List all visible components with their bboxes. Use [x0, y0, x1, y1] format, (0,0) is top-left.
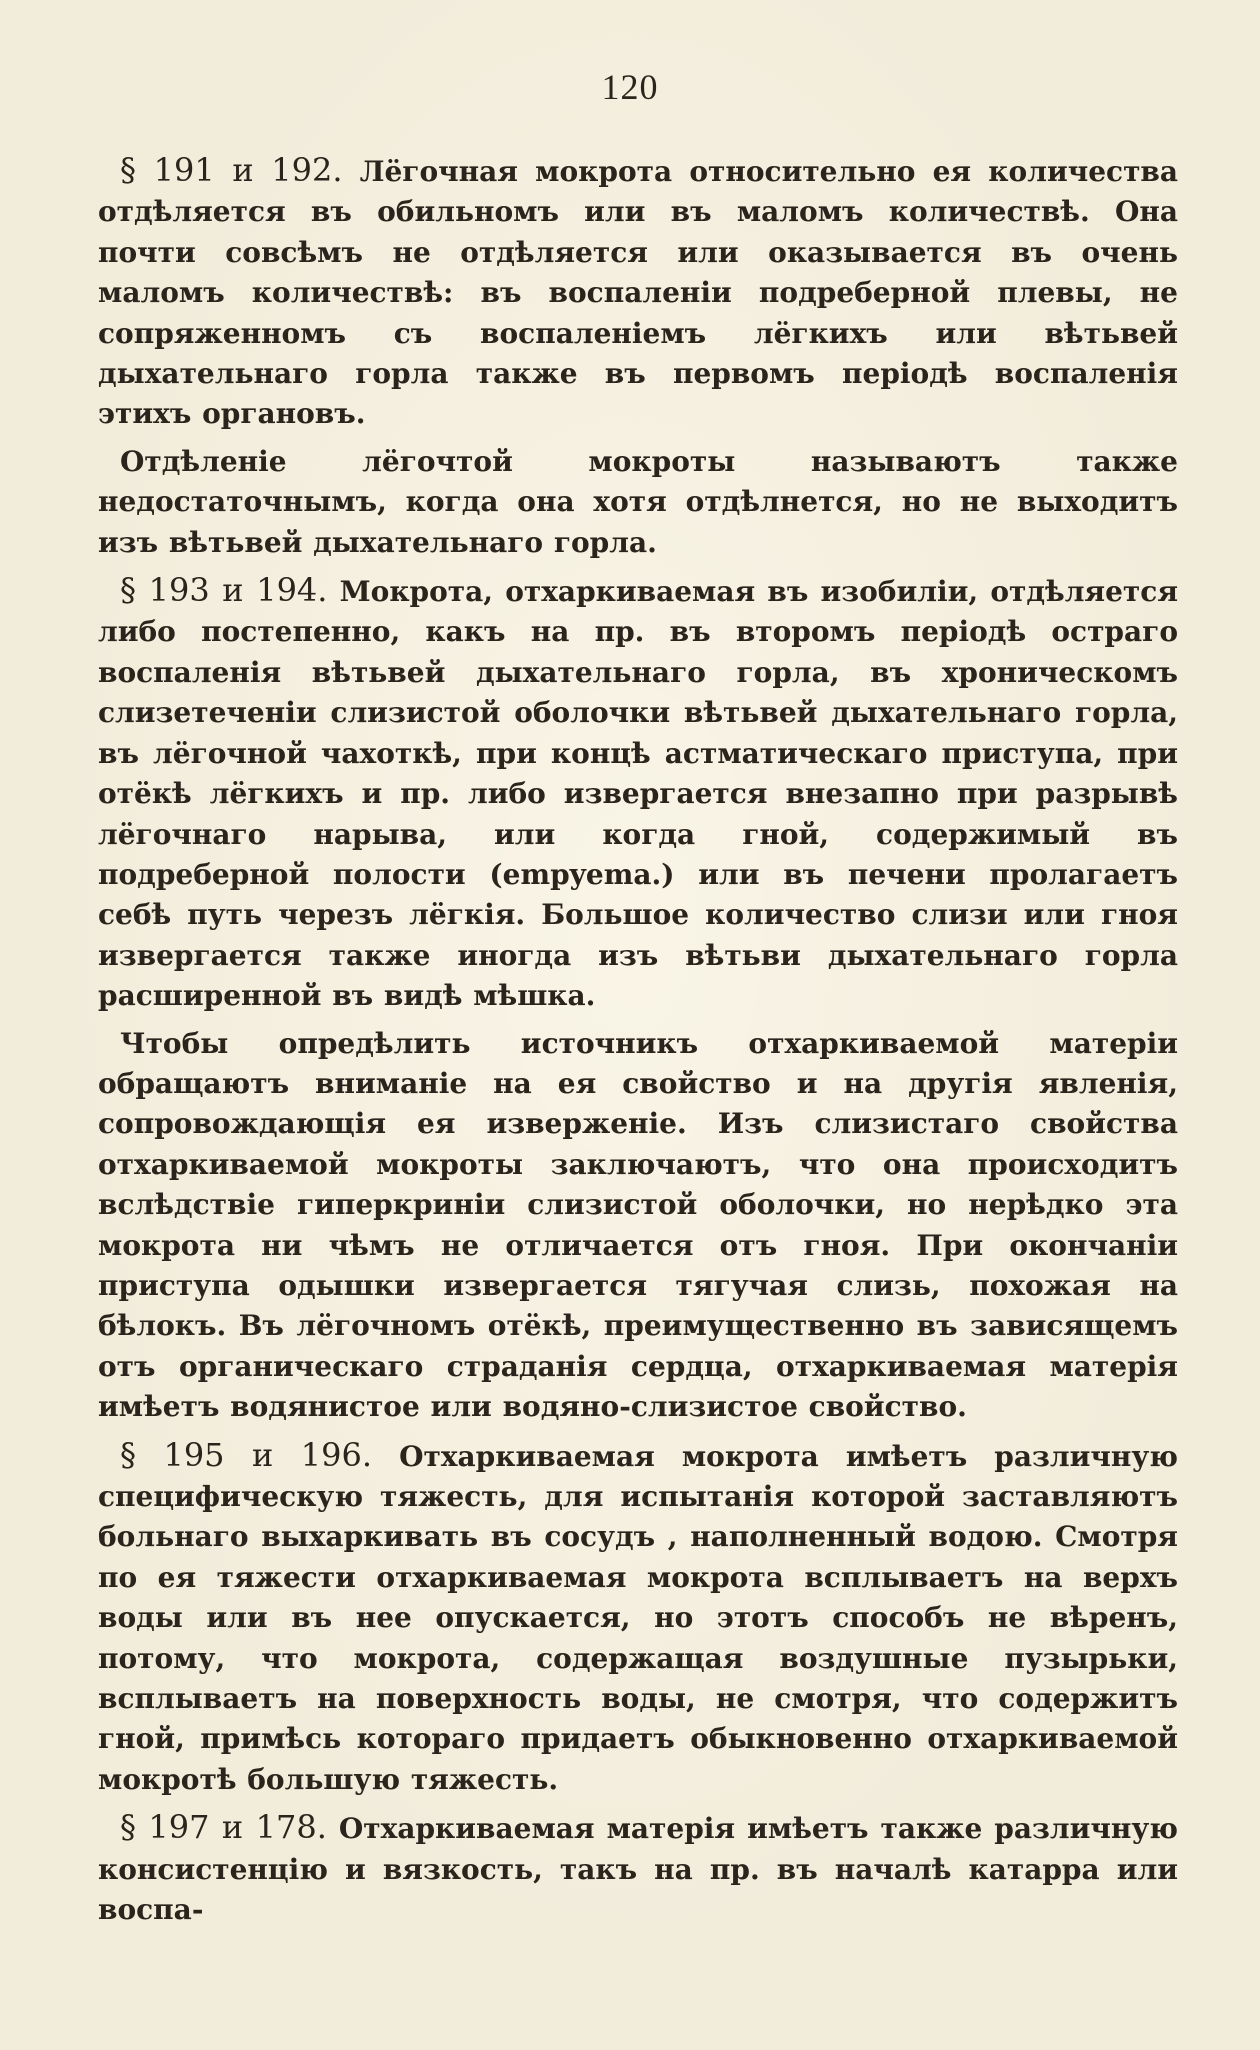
paragraph-193-194: [98, 570, 1178, 1016]
paragraph-195-196: [98, 1435, 1178, 1801]
paragraph-text: Отхаркиваемая мокрота имѣетъ различную специфическую тяжесть, для испытанія которой заставляютъ больнаго выхаркивать въ сосудъ , наполненный водою. Смотря по ея тяжести отхаркиваемая мокрота всплываетъ на верхъ воды или въ нее опускается, но этотъ способъ не вѣренъ, потому, что мокрота, содержащая воздушные пузырьки, всплываетъ на поверхность воды, не смотря, что содержитъ гной, примѣсь котораго придаетъ обыкновенно отхаркиваемой мокротѣ большую тяжесть.: [98, 1439, 1179, 1796]
paragraph-text: Мокрота, отхаркиваемая въ изобиліи, отдѣляется либо постепенно, какъ на пр. въ второмъ періодѣ остраго воспаленія вѣтьвей дыхательнаго горла, въ хроническомъ слизетеченіи слизистой оболочки вѣтьвей дыхательнаго горла, въ лёгочной чахоткѣ, при концѣ астматическаго приступа, при отёкѣ лёгкихъ и пр. либо извергается внезапно при разрывѣ лёгочнаго нарыва, или когда гной, содержимый въ подреберной полости (empyema.) или въ печени пролагаетъ себѣ путь черезъ лёгкія. Большое количество слизи или гноя извергается также иногда изъ вѣтьви дыхательнаго горла расширенной въ видѣ мѣшка.: [98, 575, 1179, 1013]
section-heading: § 193 и 194.: [120, 571, 328, 610]
paragraph-text: Отдѣленіе лёгочтой мокроты называютъ также недостаточнымъ, когда она хотя отдѣлнется, но не выходитъ изъ вѣтьвей дыхательнаго горла.: [98, 444, 1178, 559]
paragraph-text: Чтобы опредѣлить источникъ отхаркиваемой матеріи обращаютъ вниманіе на ея свойство и на другія явленія, сопровождающія ея изверженіе. Изъ слизистаго свойства отхаркиваемой мокроты заключаютъ, что она происходитъ вслѣдствіе гиперкриніи слизистой оболочки, но нерѣдко эта мокрота ни чѣмъ не отличается отъ гноя. При окончаніи приступа одышки извергается тягучая слизь, похожая на бѣлокъ. Въ лёгочномъ отёкѣ, преимущественно въ зависящемъ отъ органическаго страданія сердца, отхаркиваемая матерія имѣетъ водянистое или водяно-слизистое свойство.: [98, 1026, 1178, 1424]
paragraph-source-of-matter: [98, 1024, 1178, 1428]
page-number: 120: [601, 67, 659, 107]
paragraph-191-192: [98, 150, 1178, 435]
paragraph-text: Отхаркиваемая матерія имѣетъ также различную консистенцію и вязкость, такъ на пр. въ началѣ катарра или воспа-: [98, 1812, 1179, 1927]
paragraph-text: Лёгочная мокрота относительно ея количества отдѣляется въ обильномъ или въ маломъ количествѣ. Она почти совсѣмъ не отдѣляется или оказывается въ очень маломъ количествѣ: въ воспаленіи подреберной плевы, не сопряженномъ съ воспаленіемъ лёгкихъ или вѣтьвей дыхательнаго горла также въ первомъ періодѣ воспаленія этихъ органовъ.: [98, 155, 1179, 431]
section-heading: § 197 и 178.: [120, 1808, 327, 1847]
body-text: [98, 150, 1178, 1937]
paragraph-197-178: [98, 1807, 1178, 1930]
section-heading: § 191 и 192.: [120, 151, 343, 189]
section-heading: § 195 и 196.: [120, 1435, 373, 1474]
paragraph-insufficient-secretion: [98, 442, 1178, 563]
